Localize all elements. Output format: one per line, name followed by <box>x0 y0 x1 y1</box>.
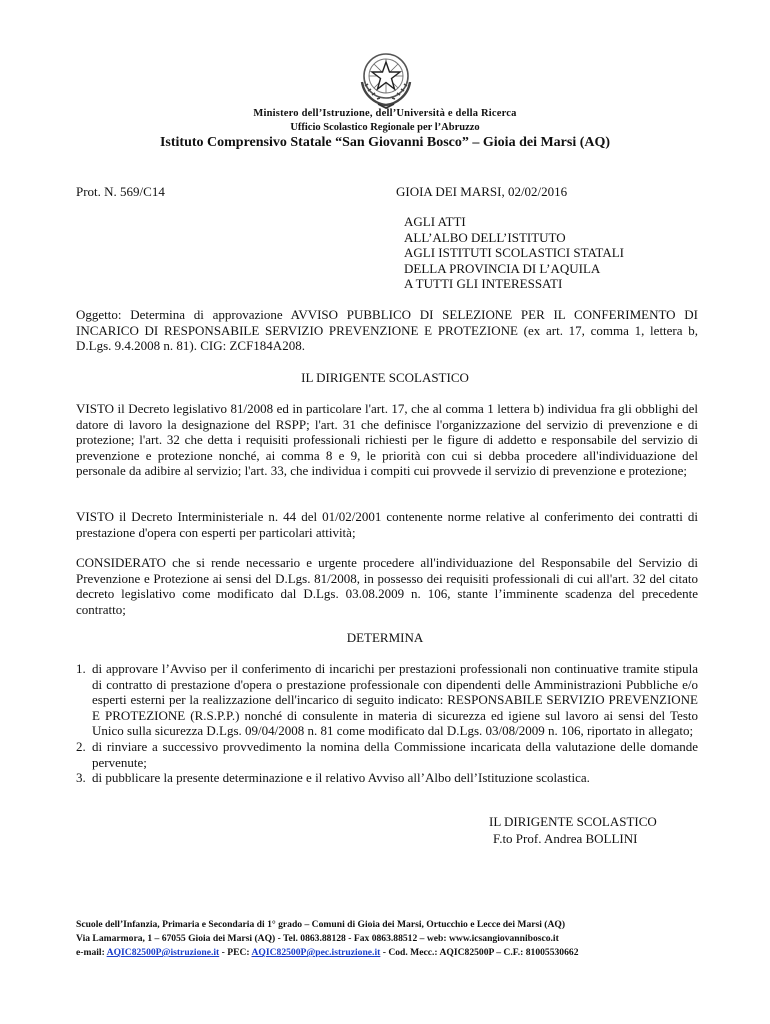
protocol-number: Prot. N. 569/C14 <box>76 184 165 199</box>
visto-paragraph-1: VISTO il Decreto legislativo 81/2008 ed in particolare l'art. 17, che al comma 1 lettera b) individua fra gli obblighi del datore di lavoro la designazione del RSPP; l'art. 31 che definisce l'organizzazione del servizio di prevenzione e di protezione; l'art. 32 che detta i requisiti professionali richiesti per le figure di addetto e responsabile del servizio di prevenzione e protezione nonché, ai comma 8 e 9, le priorità con cui si debba procedere all'individuazione del personale da adibire al servizio; l'art. 33, che individua i compiti cui provvede il servizio di prevenzione e protezione; <box>76 401 698 479</box>
footer-line-contacts <box>76 946 696 960</box>
recipient-line: ALL’ALBO DELL’ISTITUTO <box>404 229 566 245</box>
footer <box>76 918 696 960</box>
signature-block <box>489 814 657 847</box>
list-item <box>76 739 698 770</box>
recipient-line: DELLA PROVINCIA DI L’AQUILA <box>404 260 601 276</box>
visto-paragraph-2: VISTO il Decreto Interministeriale n. 44 del 01/02/2001 contenente norme relative al conferimento dei contratti di prestazione d'opera con esperti per particolari attività; <box>76 509 698 540</box>
recipient-line: AGLI ATTI <box>404 214 466 229</box>
signature-title: IL DIRIGENTE SCOLASTICO <box>489 814 657 829</box>
recipient-line: AGLI ISTITUTI SCOLASTICI STATALI <box>404 245 624 260</box>
list-item <box>76 770 698 786</box>
email-label: e-mail: <box>76 947 107 958</box>
footer-line-schools: Scuole dell’Infanzia, Primaria e Secondaria di 1° grado – Comuni di Gioia dei Marsi, Ortucchio e Lecce dei Marsi (AQ) <box>76 919 566 930</box>
determination-list <box>76 661 698 786</box>
institute-title: Istituto Comprensivo Statale “San Giovanni Bosco” – Gioia dei Marsi (AQ) <box>159 135 611 150</box>
list-item-number: 3. <box>76 770 86 786</box>
ministry-heading: Ministero dell’Istruzione, dell’Università e della Ricerca <box>253 108 517 119</box>
list-item-number: 1. <box>76 661 86 676</box>
place-and-date: GIOIA DEI MARSI, 02/02/2016 <box>396 184 568 199</box>
list-item <box>76 661 698 739</box>
subject-paragraph: Oggetto: Determina di approvazione AVVISO PUBBLICO DI SELEZIONE PER IL CONFERIMENTO DI INCARICO DI RESPONSABILE SERVIZIO PREVENZIONE E PROTEZIONE (ex art. 17, comma 1, lettera b, D.Lgs. 9.4.2008 n. 81). CIG: ZCF184A208. <box>76 307 698 354</box>
determina-heading: DETERMINA <box>346 630 424 645</box>
email-link[interactable]: AQIC82500P@istruzione.it <box>106 947 220 958</box>
pec-label: - PEC: <box>219 947 252 958</box>
list-item-text: di rinviare a successivo provvedimento la nomina della Commissione incaricata della valutazione delle domande pervenute; <box>92 738 698 770</box>
italian-republic-emblem-icon <box>354 48 418 110</box>
list-item-text: di pubblicare la presente determinazione e il relativo Avviso all’Albo dell’Istituzione scolastica. <box>92 770 590 786</box>
footer-line-address: Via Lamarmora, 1 – 67055 Gioia dei Marsi (AQ) - Tel. 0863.88128 - Fax 0863.88512 – web: www.icsangiovannibosco.it <box>76 933 559 944</box>
considerato-paragraph: CONSIDERATO che si rende necessario e urgente procedere all'individuazione del Responsabile del Servizio di Prevenzione e Protezione ai sensi del D.Lgs. 81/2008, in possesso dei requisiti professionali di cui all'art. 32 del citato decreto legislativo come modificato dal D.Lgs. 03.08.2009 n. 106, stante l’imminente scadenza del precedente contratto; <box>76 555 698 617</box>
signature-name: F.to Prof. Andrea BOLLINI <box>493 830 638 846</box>
list-item-number: 2. <box>76 738 86 754</box>
recipients-block <box>404 214 624 292</box>
dirigente-heading: IL DIRIGENTE SCOLASTICO <box>301 370 469 385</box>
regional-office-heading: Ufficio Scolastico Regionale per l’Abruzzo <box>290 122 480 133</box>
codes-text: - Cod. Mecc.: AQIC82500P – C.F.: 81005530662 <box>380 947 579 958</box>
recipient-line: A TUTTI GLI INTERESSATI <box>404 276 563 291</box>
list-item-text: di approvare l’Avviso per il conferimento di incarichi per prestazioni professionali non continuative tramite stipula di contratto di prestazione d'opera o prestazione professionale con dipendenti delle Amministrazioni Pubbliche e/o esperti esterni per la realizzazione dell'incarico di seguito indicato: RESPONSABILE SERVIZIO PREVENZIONE E PROTEZIONE (R.S.P.P.) nonché di consulente in materia di sicurezza ed igiene sul lavoro ai sensi del Testo Unico sulla sicurezza D.Lgs. 09/04/2008 n. 81 come modificato dal D.Lgs. 03/08/2009 n. 106, riportato in allegato; <box>92 661 698 739</box>
pec-link[interactable]: AQIC82500P@pec.istruzione.it <box>251 947 381 958</box>
